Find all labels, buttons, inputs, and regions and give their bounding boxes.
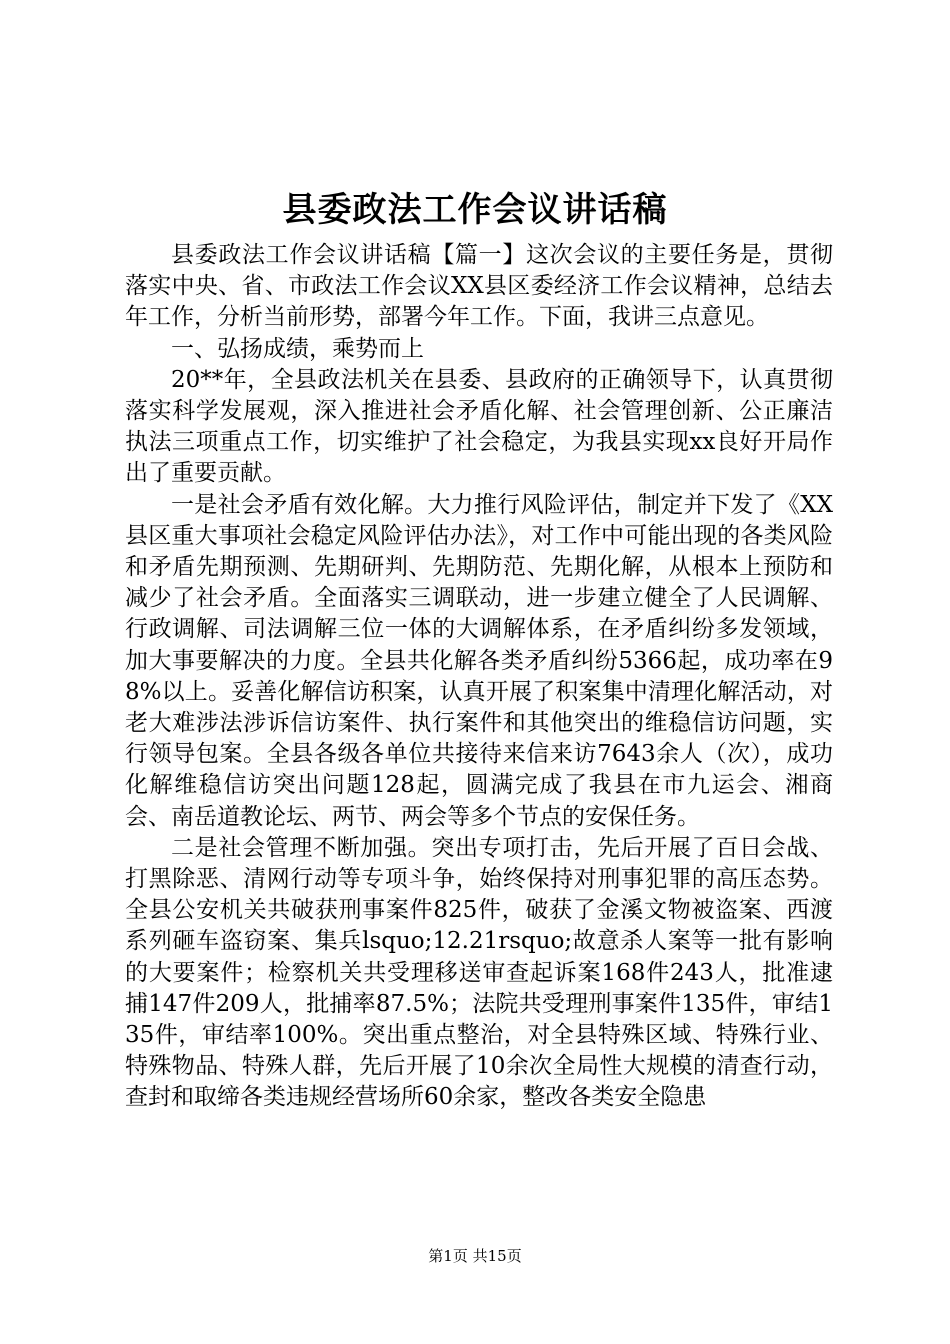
paragraph-social-management: 二是社会管理不断加强。突出专项打击，先后开展了百日会战、打黑除恶、清网行动等专项斗争，始终保持对刑事犯罪的高压态势。全县公安机关共破获刑事案件825件，破获了金溪文物被盗案、西渡系列砸车盗窃案、集兵lsquo;12.21rsquo;故意杀人案等一批有影响的大要案件；检察机关共受理移送审查起诉案168件243人，批准逮捕147件209人，批捕率87.5%；法院共受理刑事案件135件，审结135件，审结率100%。突出重点整治，对全县特殊区域、特殊行业、特殊物品、特殊人群，先后开展了10余次全局性大规模的清查行动，查封和取缔各类违规经营场所60余家，整改各类安全隐患 bbox=[125, 834, 833, 1111]
section-heading-1: 一、弘扬成绩，乘势而上 bbox=[171, 335, 424, 362]
paragraph-intro: 县委政法工作会议讲话稿【篇一】这次会议的主要任务是，贯彻落实中央、省、市政法工作会议XX县区委经济工作会议精神，总结去年工作，分析当前形势，部署今年工作。下面，我讲三点意见。 bbox=[125, 242, 833, 331]
paragraph-achievements: 20**年，全县政法机关在县委、县政府的正确领导下，认真贯彻落实科学发展观，深入推进社会矛盾化解、社会管理创新、公正廉洁执法三项重点工作，切实维护了社会稳定，为我县实现xx良好开局作出了重要贡献。 bbox=[125, 366, 833, 487]
paragraph-conflict-resolution: 一是社会矛盾有效化解。大力推行风险评估，制定并下发了《XX县区重大事项社会稳定风险评估办法》，对工作中可能出现的各类风险和矛盾先期预测、先期研判、先期防范、先期化解，从根本上预防和减少了社会矛盾。全面落实三调联动，进一步建立健全了人民调解、行政调解、司法调解三位一体的大调解体系，在矛盾纠纷多发领域，加大事要解决的力度。全县共化解各类矛盾纠纷5366起，成功率在98%以上。妥善化解信访积案，认真开展了积案集中清理化解活动，对老大难涉法涉诉信访案件、执行案件和其他突出的维稳信访问题，实行领导包案。全县各级各单位共接待来信来访7643余人（次），成功化解维稳信访突出问题128起，圆满完成了我县在市九运会、湘商会、南岳道教论坛、两节、两会等多个节点的安保任务。 bbox=[125, 491, 833, 830]
document-title: 县委政法工作会议讲话稿 bbox=[282, 190, 668, 230]
document-body bbox=[125, 240, 833, 1114]
page-number-footer: 第1页 共15页 bbox=[428, 1247, 522, 1265]
